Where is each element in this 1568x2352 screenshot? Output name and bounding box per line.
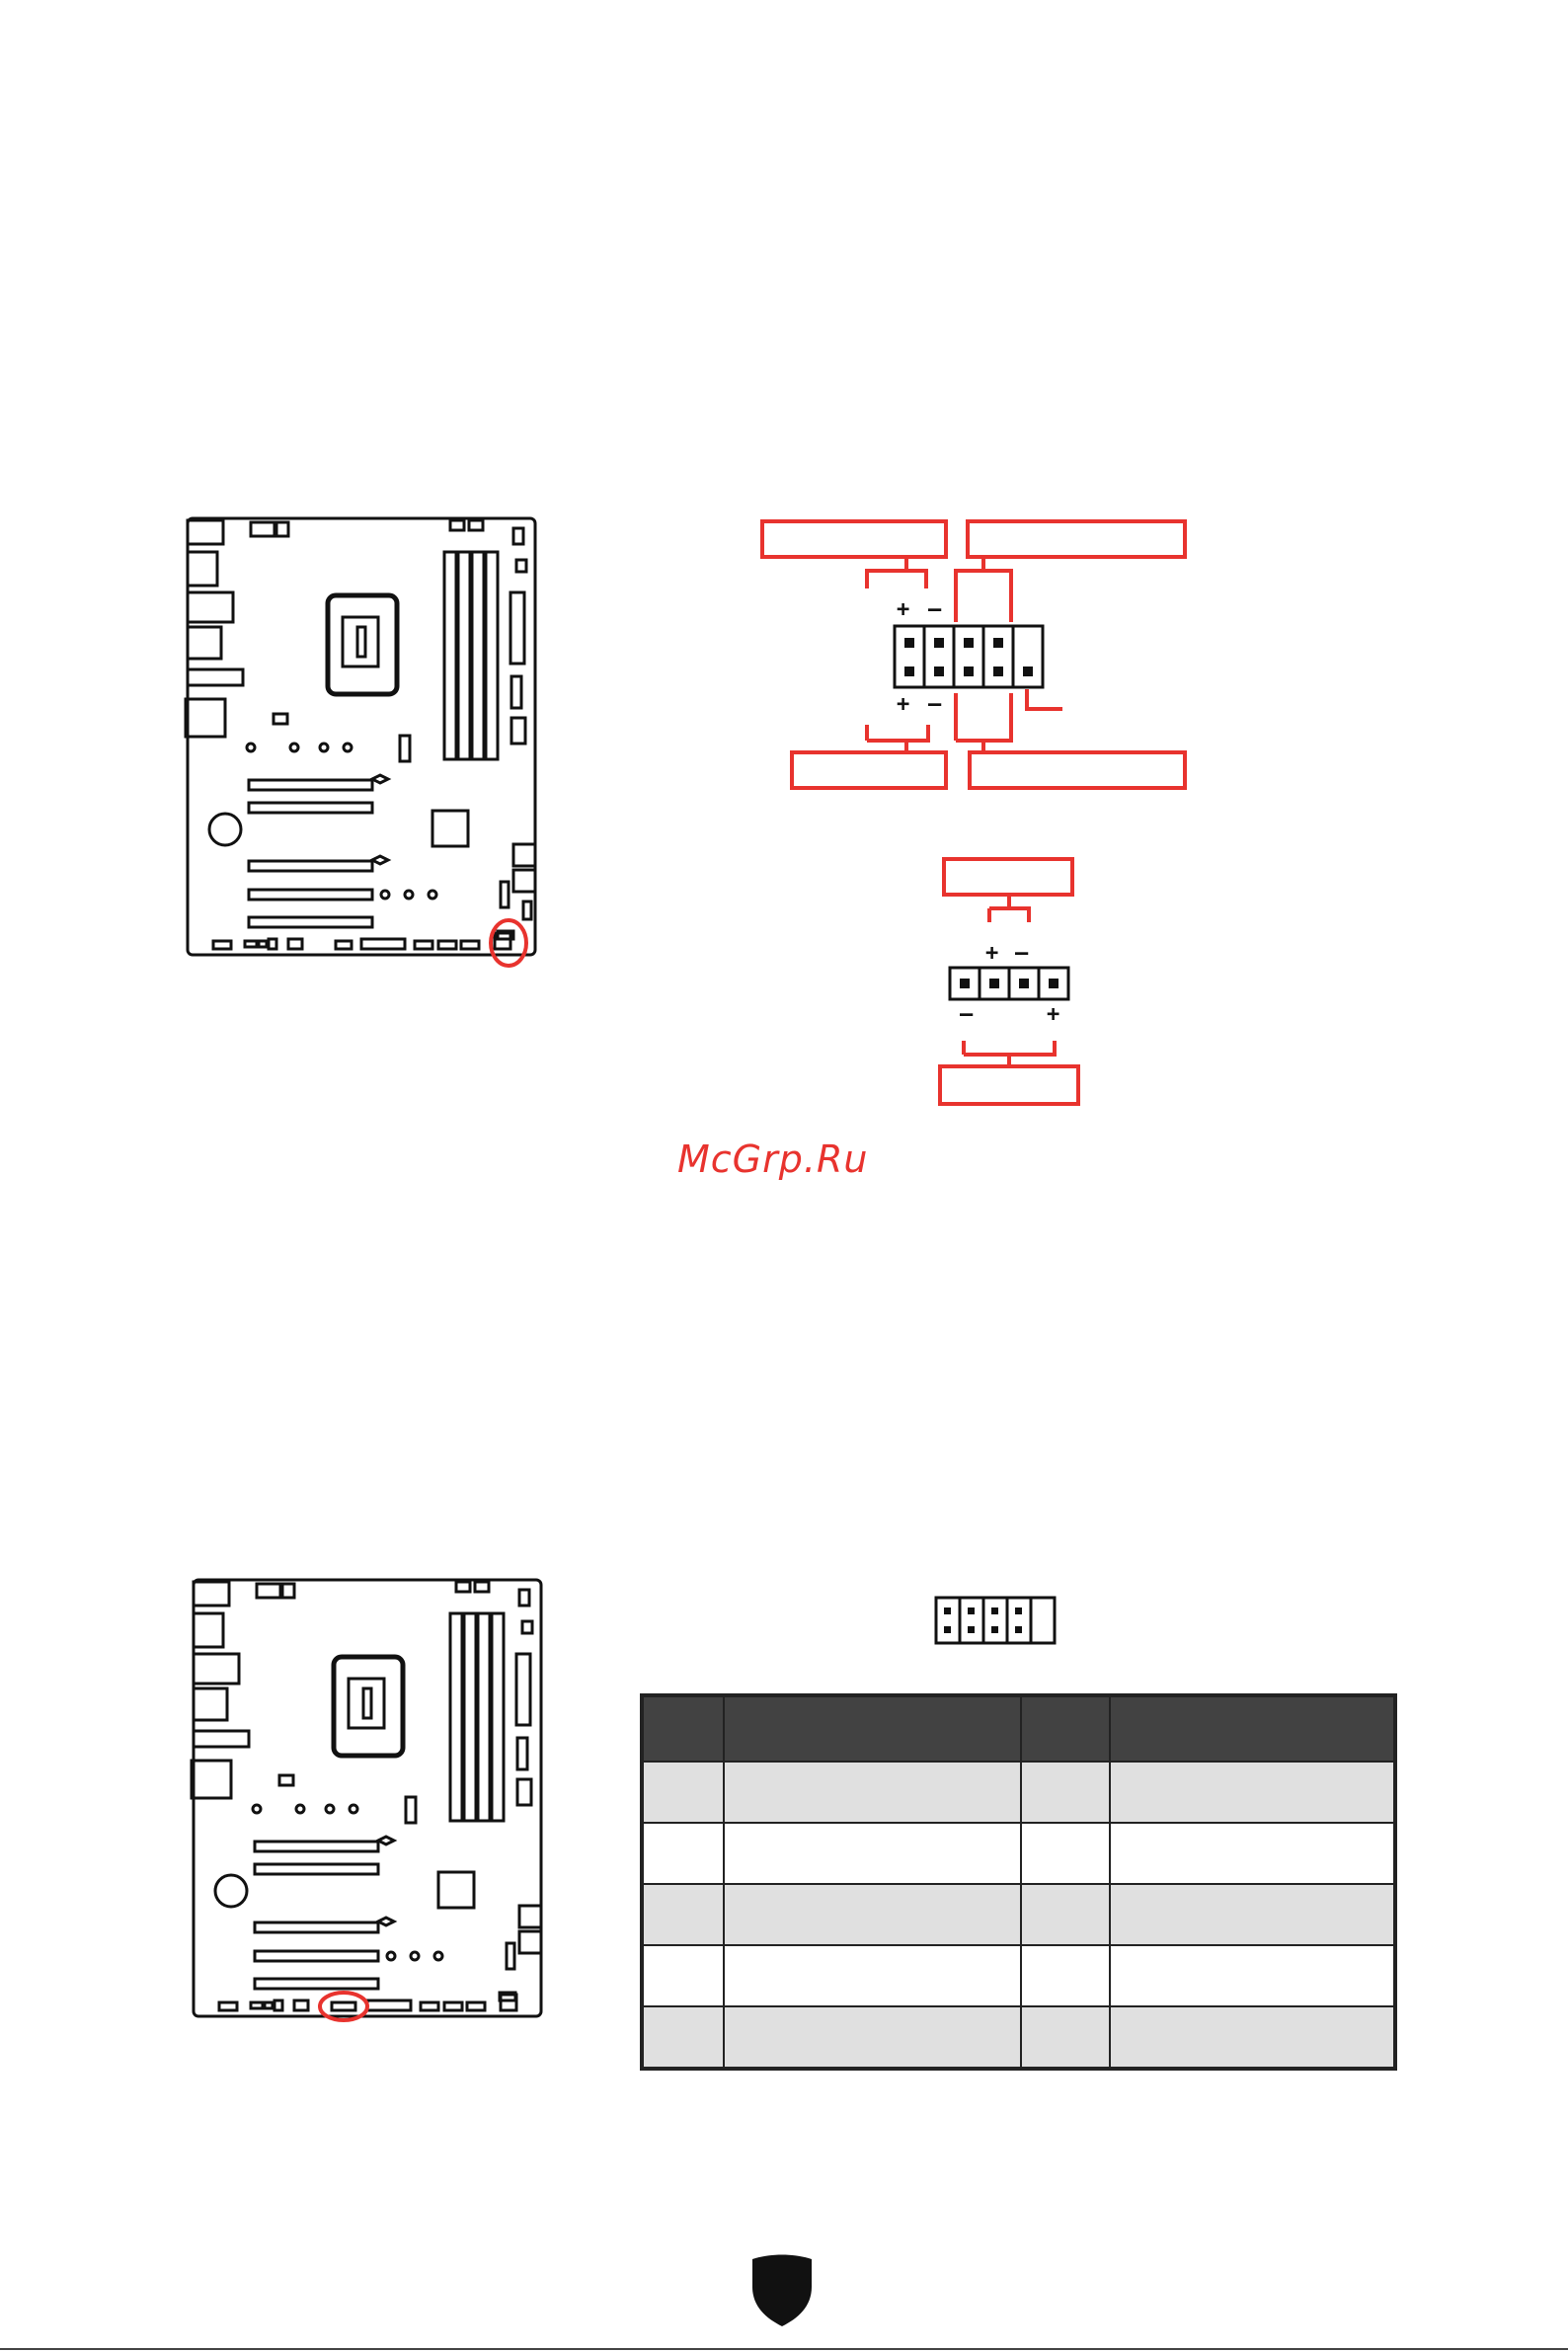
motherboard-diagram-bottom [184,1570,559,2039]
svg-text:–: – [1015,941,1029,966]
footer-divider [0,2348,1568,2350]
svg-text:+: + [985,941,999,966]
header-pin-2 [1021,1695,1110,1762]
table-cell [1021,1823,1110,1884]
table-cell [1021,1945,1110,2006]
usb-header-pin-icon [932,1594,1060,1647]
table-cell [1110,1884,1395,1945]
table-cell [1110,1762,1395,1823]
table-cell [642,1823,724,1884]
table-cell [724,1762,1021,1823]
watermark-text: McGrp.Ru [677,1137,869,1181]
header-pin [642,1695,724,1762]
table-cell [724,1823,1021,1884]
svg-text:–: – [960,1002,974,1027]
shield-logo-icon [748,2247,816,2328]
table-cell [1021,1884,1110,1945]
svg-text:–: – [928,597,942,622]
table-row [642,2006,1395,2069]
pin-definition-table [640,1693,1397,2071]
table-cell [1021,2006,1110,2069]
table-cell [1021,1762,1110,1823]
table-row [642,1884,1395,1945]
svg-text:+: + [1047,1002,1060,1027]
table-cell [642,1945,724,2006]
header-signal-2 [1110,1695,1395,1762]
table-cell [1110,2006,1395,2069]
table-cell [724,1945,1021,2006]
svg-text:–: – [928,692,942,717]
table-cell [724,1884,1021,1945]
motherboard-diagram-top [178,509,553,978]
table-cell [1110,1945,1395,2006]
table-cell [724,2006,1021,2069]
svg-text:+: + [897,692,910,717]
svg-text:+: + [897,597,910,622]
header-signal [724,1695,1021,1762]
front-panel-connector-diagram [750,513,1215,1126]
table-header-row [642,1695,1395,1762]
table-cell [642,1884,724,1945]
table-row [642,1823,1395,1884]
table-cell [1110,1823,1395,1884]
table-row [642,1945,1395,2006]
table-cell [642,1762,724,1823]
table-row [642,1762,1395,1823]
table-cell [642,2006,724,2069]
